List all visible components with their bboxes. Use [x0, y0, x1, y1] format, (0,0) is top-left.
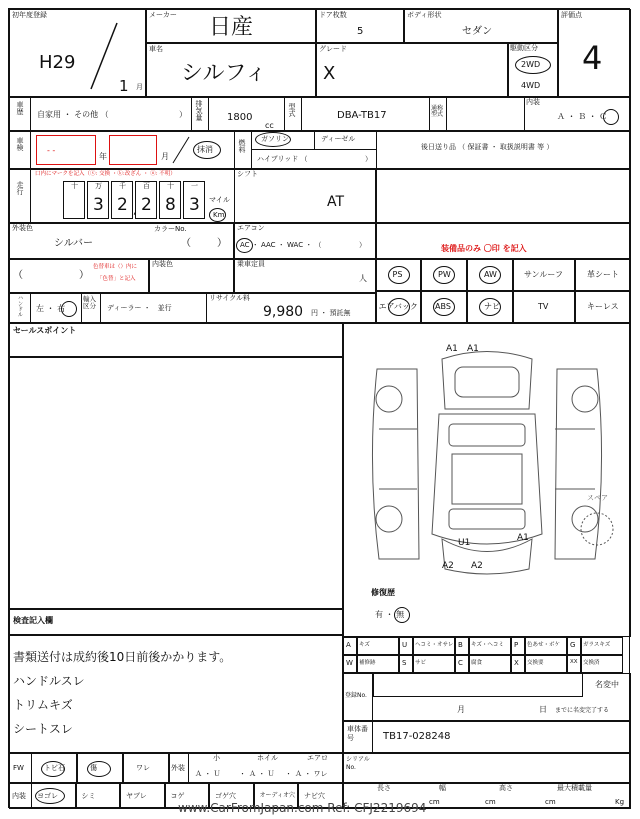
model: DBA-TB17 [337, 110, 387, 121]
disp-label: 排気量 [195, 100, 203, 121]
mileage-mile: マイル [209, 196, 230, 204]
odometer-unit: 千 [119, 182, 126, 190]
spare-label: スペア [587, 494, 608, 502]
damage-mark: A2 [471, 561, 483, 571]
fuel-hybrid-close: ） [365, 155, 372, 163]
interior-color-label: 内装色 [152, 260, 173, 268]
maker-label: メーカー [149, 11, 177, 19]
serial-label: シリアルNo. [346, 756, 370, 771]
odometer-unit: 万 [95, 182, 102, 190]
fuel-gas-circle [255, 132, 291, 147]
inspection-month-unit: 月 [161, 152, 169, 161]
car-diagram [357, 339, 617, 579]
mileage-label-cell [9, 169, 31, 223]
ac: AC ・ AAC ・ WAC ・ （ [240, 241, 322, 249]
sales-point-label: セールスポイント [13, 326, 77, 335]
equipment-circle [388, 266, 410, 284]
color-change-note2: 「色替」と記入 [97, 276, 136, 282]
interior-label: 内装 [526, 98, 540, 106]
width-cm: cm [485, 798, 496, 806]
odometer-digit: 2 [141, 195, 152, 215]
equip-title-cell [376, 223, 631, 259]
doors-label: ドア枚数 [319, 11, 347, 19]
displacement: 1800 [227, 112, 253, 123]
legend-code: W [346, 659, 353, 667]
fuel-hybrid: ハイブリッド （ [257, 155, 308, 163]
equipment-label: PS [392, 270, 403, 279]
handle-right-circle [61, 301, 77, 317]
equipment-circle [433, 266, 455, 284]
equipment-label: ナビ [484, 302, 500, 311]
outer-label: 外装 [171, 764, 185, 772]
inspection-dash: - - [47, 146, 56, 155]
exterior-color-cell [9, 223, 234, 259]
odometer-unit: 十 [71, 182, 78, 190]
usage: 自家用 ・ その他 （ [37, 110, 109, 119]
grade-label: グレード [319, 45, 347, 53]
legend-code: S [402, 659, 407, 667]
outer-wheel: Ａ ・ Ｕ [249, 770, 275, 778]
damage-mark: A1 [467, 344, 479, 354]
interior-grades: Ａ ・ Ｂ ・ Ｃ [557, 112, 608, 121]
length-cm: cm [429, 798, 440, 806]
outer-aero: Ａ ・ ワレ [295, 770, 328, 778]
outer-small-label: 小 [213, 754, 220, 762]
fuel-diesel: ディーゼル [321, 135, 356, 143]
legend-desc: 補修跡 [359, 660, 376, 666]
fw-item: 傷 [90, 764, 97, 772]
registration-day-unit: 日 [539, 705, 547, 714]
doors: 5 [357, 26, 364, 37]
legend-desc: 腐食 [471, 660, 483, 666]
legend-code: P [514, 641, 519, 649]
legend-code: XX [570, 659, 578, 665]
fw-item: ワレ [136, 764, 150, 772]
outer-dot2: ・ [285, 770, 292, 778]
shift: AT [327, 194, 345, 210]
height-cm: cm [545, 798, 556, 806]
registration-deadline: までに名変完了する [555, 707, 610, 714]
interior-item: オーディオ穴 [259, 792, 296, 799]
damage-mark: A2 [442, 561, 454, 571]
recycle: 9,980 [263, 304, 304, 320]
legend-desc: キズ [359, 642, 370, 648]
interior-item: シミ [81, 792, 96, 800]
odometer-unit: 一 [191, 182, 198, 190]
legend-desc: キズ・ヘコミ [471, 642, 504, 648]
usage-label: 車歴 [16, 101, 24, 115]
equipment-label: PW [438, 270, 451, 279]
recycle-unit: 円 ・ 預託無 [311, 309, 351, 317]
recycle-label: リサイクル料 [209, 294, 251, 302]
mileage-note: 口内にマークを記入（ⓢ: 交換 ・ⓚ:改ざん ・ ⓝ: 不明） [35, 171, 176, 177]
year-month-slash [89, 21, 119, 91]
interior-item-circle [35, 788, 65, 804]
odometer-unit: 十 [167, 182, 174, 190]
damage-mark: A1 [446, 344, 458, 354]
common-label: 通称型式 [431, 105, 444, 118]
drive-label: 駆動区分 [510, 44, 538, 52]
outer-aero-label: エアロ [307, 754, 328, 762]
legend-desc: 交換要 [527, 660, 544, 666]
equipment-label: AW [484, 270, 497, 279]
outer-dot1: ・ [239, 770, 246, 778]
odometer-digit: 8 [165, 195, 176, 215]
exterior-color: シルバー [54, 238, 94, 249]
equipment-label: キーレス [587, 302, 619, 311]
legend-desc: サビ [415, 660, 427, 666]
odometer-unit: 百 [143, 182, 150, 190]
docs-blank-cell [376, 169, 631, 223]
color-change-note1: 色替車は（）内に [93, 264, 138, 270]
interior-row-label: 内装 [12, 792, 26, 800]
damage-mark: U1 [458, 538, 471, 548]
body-type: セダン [462, 26, 493, 37]
equipment-circle [479, 266, 501, 284]
interior-item: ゴゲ穴 [215, 792, 236, 800]
repair-label: 修復歴 [371, 588, 395, 597]
auction-sheet [8, 8, 630, 808]
registration-month: 1 [119, 77, 129, 95]
inspection-expiry-circle [193, 141, 221, 159]
interior-grade-circle [603, 109, 619, 125]
fw-item: トビ石 [44, 764, 65, 772]
registration-year: H29 [39, 52, 76, 73]
fuel-divider-v [314, 131, 315, 149]
inspection-year-box [36, 135, 96, 165]
ac-label: エアコン [237, 224, 265, 232]
outer-wheel-label: ホイル [257, 754, 278, 762]
length-label: 長さ [377, 784, 391, 792]
inspection-note-line: 書類送付は成約後10日前後かかります。 [13, 650, 232, 664]
interior-item: ナビ穴 [304, 792, 325, 800]
drive-4wd: 4WD [521, 81, 541, 90]
repair-none-circle [394, 607, 410, 623]
drive-2wd-circle [515, 56, 551, 74]
grade: X [323, 63, 336, 84]
equipment-label: エアバック [378, 302, 418, 311]
fuel-label: 燃料 [238, 139, 246, 153]
legend-desc: 交換済 [583, 660, 600, 666]
interior-item: ヨゴレ [37, 792, 58, 800]
equipment-circle [433, 298, 455, 316]
month-unit: 月 [136, 83, 143, 91]
disp-unit: cc [265, 121, 274, 130]
equipment-circle [388, 298, 410, 316]
legend-desc: 色あせ・ボケ [527, 642, 561, 648]
vehicle-no: TB17-028248 [383, 731, 451, 742]
mileage-label: 走行 [16, 181, 24, 195]
equipment-circle [479, 298, 501, 316]
import: ディーラー ・ 並行 [107, 304, 172, 312]
mileage-km-circle [209, 208, 226, 222]
import-label: 輸入区分 [83, 295, 96, 311]
exterior-label: 外装色 [12, 224, 33, 232]
registration-no-box [373, 673, 583, 697]
color-no-label: カラーNo. [154, 225, 187, 233]
car-name: シルフィ [181, 61, 267, 86]
odometer-comma: , [133, 206, 137, 217]
equipment-label: サンルーフ [524, 270, 563, 279]
legend-code: U [402, 641, 408, 649]
sales-point-body [9, 357, 343, 609]
inspection-month-box [109, 135, 157, 165]
handle-label: ハンドル [16, 295, 23, 317]
odometer-digit: 3 [93, 195, 104, 215]
color-no-open: （ [181, 238, 191, 249]
odometer-digit: 3 [189, 195, 200, 215]
color-change-open: （ [13, 270, 23, 281]
ac-circle [236, 238, 253, 253]
equipment-label: ABS [435, 302, 451, 311]
width-label: 幅 [439, 784, 446, 792]
equip-title: 装備品のみ 〇印 を記入 [441, 244, 527, 253]
legend-desc: ヘコミ・オサレ [415, 642, 454, 648]
inspection-notes-label: 検査記入欄 [13, 616, 53, 625]
legend-code: B [458, 641, 463, 649]
inspection-expiry: 抹消 [197, 145, 213, 154]
registration-month-unit: 月 [457, 705, 465, 714]
color-no-close: ） [217, 238, 227, 249]
car-name-label: 車名 [149, 45, 163, 53]
ac-close: ） [359, 241, 366, 249]
color-change-close: ） [79, 270, 89, 281]
fw-item-circle [41, 761, 65, 777]
repair: 有 ・ 無 [375, 610, 405, 619]
score-label: 評価点 [561, 11, 582, 19]
fw-label: FW [13, 764, 24, 772]
drive-2wd: 2WD [521, 60, 541, 69]
weight-kg: Kg [615, 798, 625, 806]
score: 4 [582, 39, 603, 77]
interior-item: コゲ [170, 792, 185, 800]
odometer-digit: 2 [117, 195, 128, 215]
mileage-km: Km [213, 211, 225, 219]
inspection-note-line: ハンドルスレ [13, 674, 85, 688]
equipment-label: TV [538, 302, 549, 311]
legend-code: X [514, 659, 519, 667]
first-reg-label: 初年度登録 [12, 11, 47, 19]
usage-close: ） [179, 110, 187, 119]
interior-item: ヤブレ [126, 792, 147, 800]
capacity-unit: 人 [359, 274, 367, 283]
inspection-label: 車検 [16, 137, 24, 151]
fw-item-circle [87, 761, 111, 777]
fuel-divider [252, 149, 376, 150]
body-label: ボディ形状 [407, 11, 442, 19]
weight-label: 最大積載量 [557, 784, 592, 792]
height-label: 高さ [499, 784, 513, 792]
legend-desc: ガラスキズ [583, 642, 611, 648]
registration-label: 登録No. [345, 692, 367, 699]
inspection-note-line: トリムキズ [13, 698, 73, 712]
vehicle-no-label: 車体番号 [347, 725, 368, 743]
maker: 日産 [209, 15, 254, 40]
legend-code: G [570, 641, 576, 649]
model-label: 型式 [288, 103, 296, 117]
outer-small: Ａ ・ Ｕ [195, 770, 221, 778]
legend-code: C [458, 659, 463, 667]
handle: 左 ・ 右 [36, 304, 66, 313]
capacity-label: 乗車定員 [237, 260, 265, 268]
inspection-notes-header [9, 609, 343, 635]
legend-code: A [346, 641, 351, 649]
shift-label: シフト [237, 170, 258, 178]
damage-mark: A1 [517, 533, 529, 543]
equipment-label: 革シート [587, 270, 619, 279]
inspection-slash [171, 135, 191, 165]
watermark: www.CarFromJapan.com Ref: CFJ2219694 [178, 801, 427, 815]
docs: 後日送り品 （ 保証書 ・ 取扱説明書 等 ） [421, 143, 554, 151]
inspection-year-unit: 年 [99, 152, 107, 161]
serial-cell [343, 753, 631, 783]
fuel-gas: ガソリン [261, 135, 289, 143]
meter-change: 名変中 [595, 680, 619, 689]
inspection-note-line: シートスレ [13, 722, 73, 736]
